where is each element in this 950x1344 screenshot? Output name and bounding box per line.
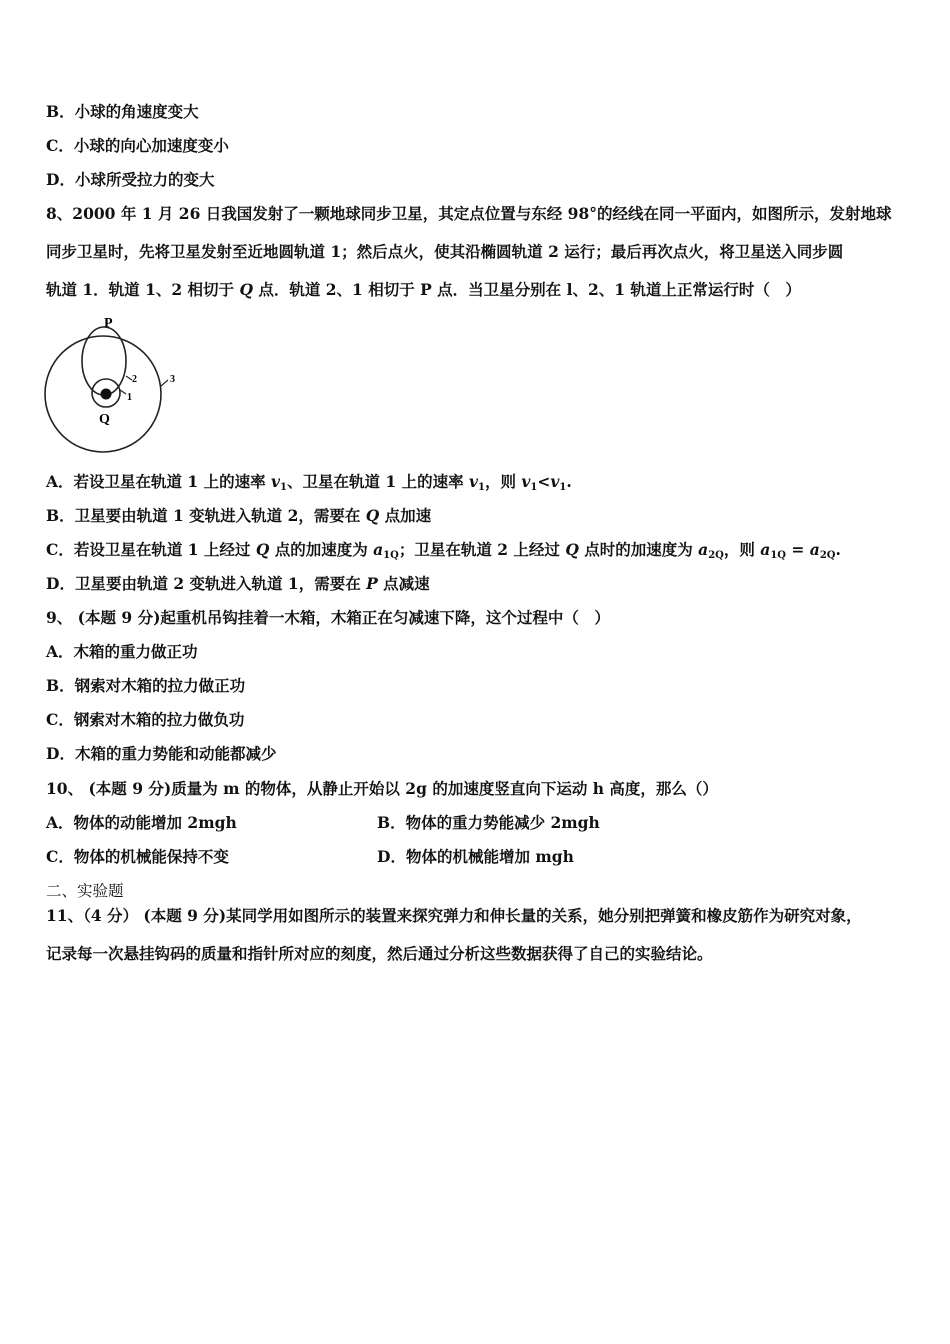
q10-stem: 10、 (本题 9 分)质量为 m 的物体，从静止开始以 2g 的加速度竖直向下运动 h 高度，那么（） — [46, 779, 718, 798]
label-q: Q — [99, 412, 110, 427]
q10-option-a: A．物体的动能增加 2mgh — [46, 813, 237, 832]
q11-stem-line1: 11、（4 分） (本题 9 分)某同学用如图所示的装置来探究弹力和伸长量的关系，她分别把弹簧和橡皮筋作为研究对象， — [46, 906, 862, 925]
q8-option-a: A．若设卫星在轨道 1 上的速率 $v_1$、卫星在轨道 1 上的速率 $v_1$，则 $v_1<v_1$. — [46, 472, 572, 493]
q9-option-b: B．钢索对木箱的拉力做正功 — [46, 676, 246, 695]
q9-stem: 9、 (本题 9 分)起重机吊钩挂着一木箱，木箱正在匀减速下降，这个过程中（ ） — [46, 608, 610, 627]
q10-option-b: B．物体的重力势能减少 2mgh — [377, 813, 600, 832]
label-3: 3 — [170, 374, 175, 385]
q9-option-d: D．木箱的重力势能和动能都减少 — [46, 744, 277, 763]
q9-option-a: A．木箱的重力做正功 — [46, 642, 198, 661]
q11-stem-line2: 记录每一次悬挂钩码的质量和指针所对应的刻度，然后通过分析这些数据获得了自己的实验结论。 — [46, 944, 713, 963]
label-2: 2 — [132, 374, 137, 385]
orbit-diagram — [44, 314, 194, 458]
q8-option-d: D．卫星要由轨道 2 变轨进入轨道 1，需要在 P 点减速 — [46, 574, 430, 593]
q8-stem-line2: 同步卫星时，先将卫星发射至近地圆轨道 1；然后点火，使其沿椭圆轨道 2 运行；最后再次点火，将卫星送入同步圆 — [46, 242, 844, 261]
q10-option-d: D．物体的机械能增加 mgh — [377, 847, 574, 866]
label-p: P — [104, 316, 113, 331]
q7-option-c: C．小球的向心加速度变小 — [46, 136, 229, 155]
earth-dot — [101, 389, 112, 400]
q7-option-d: D．小球所受拉力的变大 — [46, 170, 215, 189]
orbit-2-ellipse — [82, 327, 126, 395]
q8-stem-line3: 轨道 1．轨道 1、2 相切于 Q 点．轨道 2、1 相切于 P 点．当卫星分别在 l、2、1 轨道上正常运行时（ ） — [46, 280, 801, 299]
q8-stem-line1: 8、2000 年 1 月 26 日我国发射了一颗地球同步卫星，其定点位置与东经 98°的经线在同一平面内，如图所示，发射地球 — [46, 204, 892, 223]
q7-option-b: B．小球的角速度变大 — [46, 102, 199, 121]
q10-option-c: C．物体的机械能保持不变 — [46, 847, 229, 866]
q9-option-c: C．钢索对木箱的拉力做负功 — [46, 710, 245, 729]
q8-option-b: B．卫星要由轨道 1 变轨进入轨道 2，需要在 Q 点加速 — [46, 506, 432, 525]
q8-option-c: C．若设卫星在轨道 1 上经过 Q 点的加速度为 $a_{1Q}$；卫星在轨道 2 上经过 Q 点时的加速度为 $a_{2Q}$，则 $a_{1Q} = a_{2Q}$. — [46, 540, 841, 561]
label-1: 1 — [127, 392, 132, 403]
section-title: 二、实验题 — [46, 882, 124, 900]
